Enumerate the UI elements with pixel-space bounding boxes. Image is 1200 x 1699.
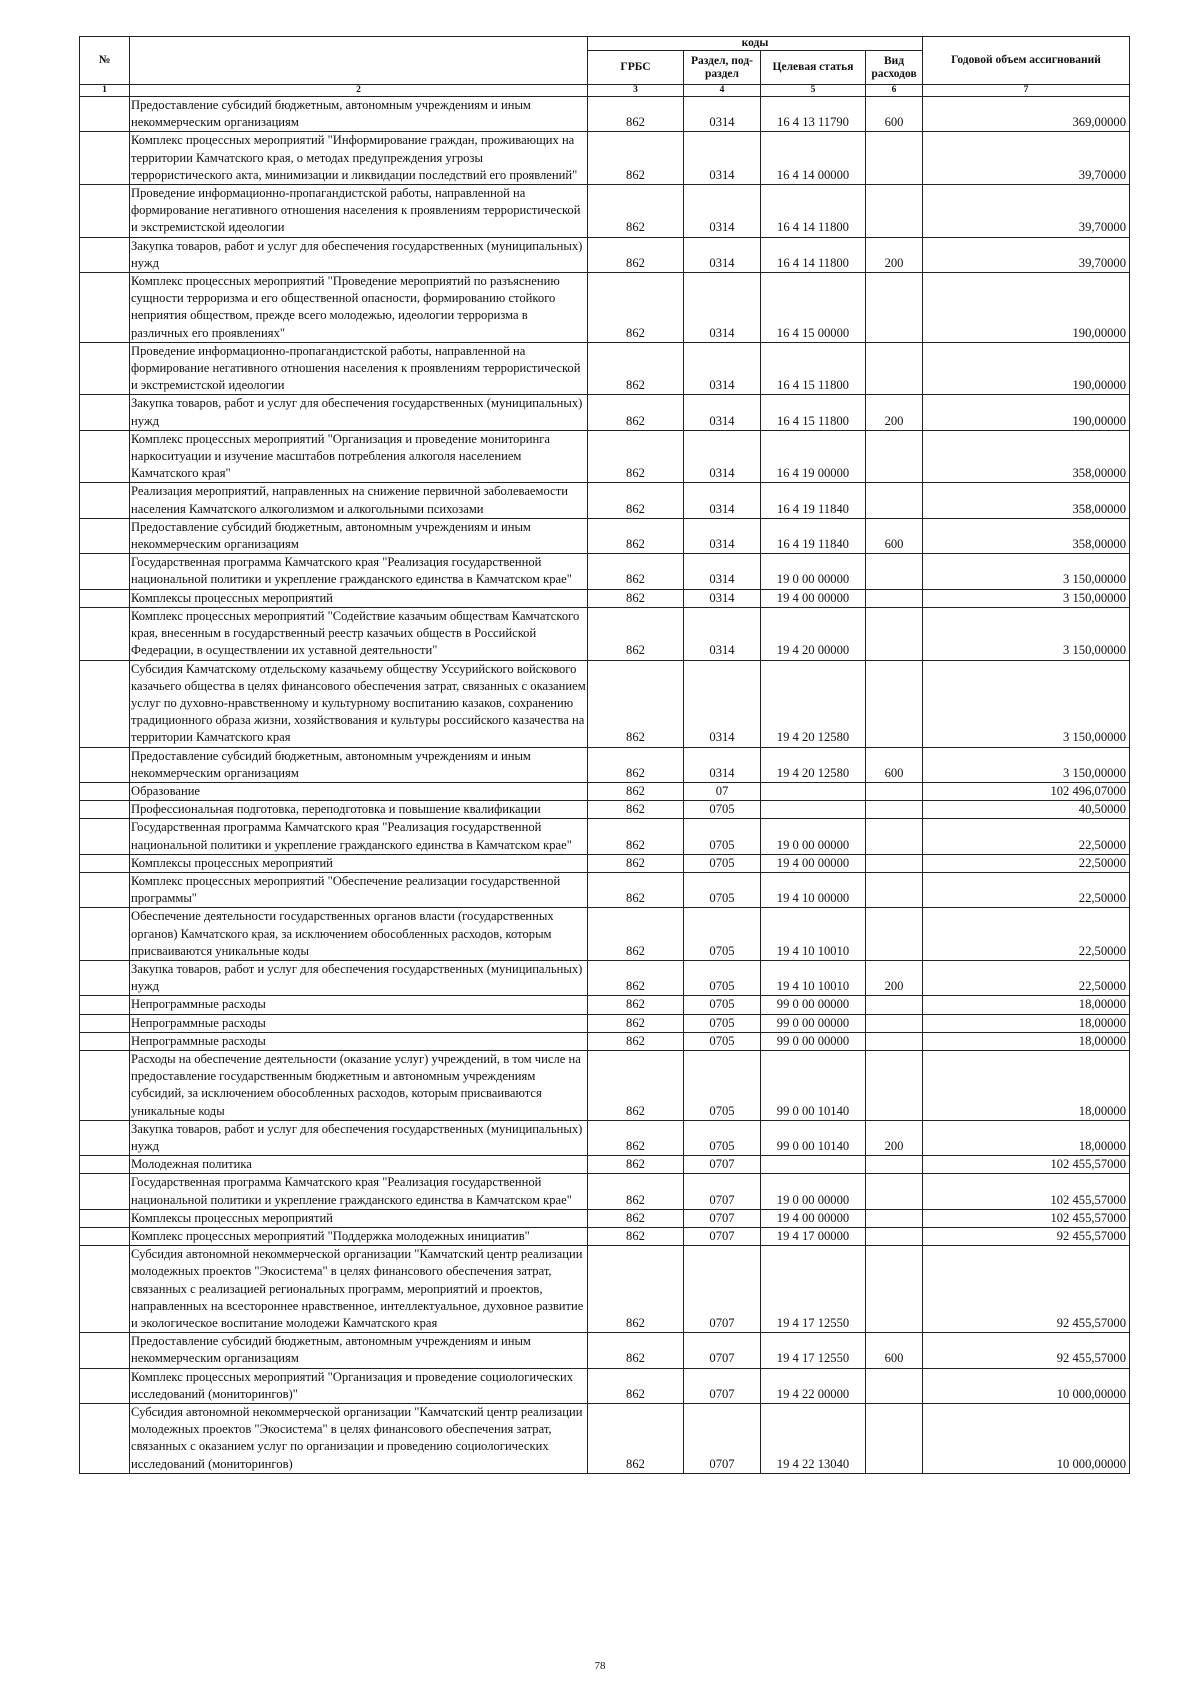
table-row [80, 1032, 1130, 1050]
row-amount: 18,00000 [923, 996, 1130, 1014]
header-amount: Годовой объем ассигнований [923, 37, 1130, 85]
row-target: 19 4 17 00000 [761, 1228, 866, 1246]
row-number-cell [80, 1120, 130, 1155]
row-name: Расходы на обеспечение деятельности (оказание услуг) учреждений, в том числе на предоставление государственным бюджетным и автономным учреждениям субсидий, за исключением обособленных расходов, которым присваиваются уникальные коды [130, 1050, 588, 1120]
header-name [130, 37, 588, 85]
table-row [80, 554, 1130, 589]
row-grbs: 862 [588, 747, 684, 782]
row-target [761, 801, 866, 819]
row-grbs: 862 [588, 483, 684, 518]
row-section: 0707 [684, 1228, 761, 1246]
row-number-cell [80, 782, 130, 800]
row-name: Комплекс процессных мероприятий "Обеспечение реализации государственной программы" [130, 872, 588, 907]
row-name: Профессиональная подготовка, переподготовка и повышение квалификации [130, 801, 588, 819]
row-target: 19 4 20 00000 [761, 607, 866, 660]
row-grbs: 862 [588, 960, 684, 995]
table-row [80, 430, 1130, 483]
row-target: 19 4 00 00000 [761, 854, 866, 872]
row-number-cell [80, 872, 130, 907]
row-number-cell [80, 1228, 130, 1246]
row-grbs: 862 [588, 908, 684, 961]
row-exp-type [866, 1032, 923, 1050]
row-section: 0314 [684, 132, 761, 185]
row-grbs: 862 [588, 97, 684, 132]
table-row [80, 1333, 1130, 1368]
row-number-cell [80, 483, 130, 518]
row-exp-type [866, 1050, 923, 1120]
row-section: 0705 [684, 1014, 761, 1032]
row-exp-type [866, 819, 923, 854]
row-grbs: 862 [588, 342, 684, 395]
row-name: Проведение информационно-пропагандистской работы, направленной на формирование негативного отношения населения к проявлениям террористической и экстремистской идеологии [130, 185, 588, 238]
row-target: 19 4 22 00000 [761, 1368, 866, 1403]
row-name: Комплекс процессных мероприятий "Организация и проведение мониторинга наркоситуации и изучение масштабов потребления алкоголя населением Камчатского края" [130, 430, 588, 483]
row-amount: 102 455,57000 [923, 1209, 1130, 1227]
row-number-cell [80, 1246, 130, 1333]
row-section: 0314 [684, 483, 761, 518]
table-row [80, 589, 1130, 607]
row-target [761, 1156, 866, 1174]
row-target: 16 4 19 11840 [761, 518, 866, 553]
row-grbs: 862 [588, 1333, 684, 1368]
row-grbs: 862 [588, 430, 684, 483]
column-number-6: 6 [866, 85, 923, 97]
column-number-1: 1 [80, 85, 130, 97]
row-target: 16 4 15 11800 [761, 395, 866, 430]
table-row [80, 1404, 1130, 1474]
row-exp-type [866, 1368, 923, 1403]
table-row [80, 819, 1130, 854]
row-grbs: 862 [588, 1174, 684, 1209]
row-grbs: 862 [588, 872, 684, 907]
row-amount: 190,00000 [923, 273, 1130, 343]
row-amount: 102 455,57000 [923, 1156, 1130, 1174]
row-section: 07 [684, 782, 761, 800]
row-exp-type: 600 [866, 747, 923, 782]
row-section: 0314 [684, 747, 761, 782]
header-target: Целевая статья [761, 51, 866, 85]
row-section: 0707 [684, 1333, 761, 1368]
header-exp-type: Вид расходов [866, 51, 923, 85]
row-section: 0314 [684, 607, 761, 660]
page-number: 78 [594, 1660, 606, 1672]
row-section: 0314 [684, 273, 761, 343]
row-grbs: 862 [588, 854, 684, 872]
row-grbs: 862 [588, 237, 684, 272]
table-row [80, 782, 1130, 800]
table-row [80, 132, 1130, 185]
row-number-cell [80, 1174, 130, 1209]
row-target: 16 4 15 11800 [761, 342, 866, 395]
row-grbs: 862 [588, 607, 684, 660]
row-target: 19 4 17 12550 [761, 1333, 866, 1368]
row-section: 0705 [684, 1120, 761, 1155]
row-number-cell [80, 97, 130, 132]
column-number-4: 4 [684, 85, 761, 97]
table-row [80, 1050, 1130, 1120]
table-row [80, 97, 1130, 132]
row-name: Комплекс процессных мероприятий "Информирование граждан, проживающих на территории Камчатского края, о методах предупреждения угрозы террористического акта, минимизации и ликвидации последствий его проявлений" [130, 132, 588, 185]
row-name: Непрограммные расходы [130, 1014, 588, 1032]
row-number-cell [80, 1050, 130, 1120]
row-amount: 102 455,57000 [923, 1174, 1130, 1209]
row-number-cell [80, 1404, 130, 1474]
row-amount: 3 150,00000 [923, 660, 1130, 747]
table-row [80, 960, 1130, 995]
row-section: 0707 [684, 1209, 761, 1227]
row-target: 19 4 17 12550 [761, 1246, 866, 1333]
row-exp-type [866, 430, 923, 483]
row-amount: 92 455,57000 [923, 1333, 1130, 1368]
row-exp-type [866, 273, 923, 343]
row-exp-type [866, 554, 923, 589]
row-exp-type [866, 872, 923, 907]
row-amount: 18,00000 [923, 1032, 1130, 1050]
row-section: 0705 [684, 854, 761, 872]
row-section: 0707 [684, 1404, 761, 1474]
table-row [80, 1209, 1130, 1227]
row-number-cell [80, 1032, 130, 1050]
table-row [80, 273, 1130, 343]
row-exp-type [866, 660, 923, 747]
row-target: 99 0 00 10140 [761, 1120, 866, 1155]
row-section: 0314 [684, 589, 761, 607]
row-name: Комплексы процессных мероприятий [130, 1209, 588, 1227]
row-amount: 18,00000 [923, 1014, 1130, 1032]
row-name: Закупка товаров, работ и услуг для обеспечения государственных (муниципальных) нужд [130, 395, 588, 430]
row-name: Предоставление субсидий бюджетным, автономным учреждениям и иным некоммерческим организациям [130, 97, 588, 132]
row-number-cell [80, 747, 130, 782]
row-number-cell [80, 854, 130, 872]
table-row [80, 1174, 1130, 1209]
row-amount: 358,00000 [923, 483, 1130, 518]
row-number-cell [80, 589, 130, 607]
row-grbs: 862 [588, 185, 684, 238]
row-number-cell [80, 273, 130, 343]
row-name: Молодежная политика [130, 1156, 588, 1174]
row-grbs: 862 [588, 1228, 684, 1246]
header-grbs: ГРБС [588, 51, 684, 85]
row-exp-type: 600 [866, 97, 923, 132]
row-grbs: 862 [588, 132, 684, 185]
row-name: Реализация мероприятий, направленных на снижение первичной заболеваемости населения Камчатского алкоголизмом и алкогольными психозами [130, 483, 588, 518]
row-exp-type [866, 801, 923, 819]
column-number-3: 3 [588, 85, 684, 97]
row-amount: 10 000,00000 [923, 1368, 1130, 1403]
row-amount: 358,00000 [923, 518, 1130, 553]
row-grbs: 862 [588, 1246, 684, 1333]
row-target: 19 4 00 00000 [761, 1209, 866, 1227]
row-amount: 190,00000 [923, 342, 1130, 395]
row-amount: 358,00000 [923, 430, 1130, 483]
row-number-cell [80, 1014, 130, 1032]
column-number-7: 7 [923, 85, 1130, 97]
row-section: 0314 [684, 554, 761, 589]
row-number-cell [80, 908, 130, 961]
table-row [80, 660, 1130, 747]
row-section: 0314 [684, 518, 761, 553]
row-number-cell [80, 819, 130, 854]
row-section: 0705 [684, 819, 761, 854]
table-row [80, 1228, 1130, 1246]
row-grbs: 862 [588, 518, 684, 553]
row-number-cell [80, 237, 130, 272]
row-section: 0707 [684, 1156, 761, 1174]
header-no: № [80, 37, 130, 85]
row-exp-type [866, 483, 923, 518]
table-row [80, 1156, 1130, 1174]
row-section: 0705 [684, 1050, 761, 1120]
row-name: Обеспечение деятельности государственных органов власти (государственных органов) Камчатского края, за исключением обособленных расходов, которым присваиваются уникальные коды [130, 908, 588, 961]
row-exp-type: 200 [866, 960, 923, 995]
row-number-cell [80, 1368, 130, 1403]
row-amount: 22,50000 [923, 819, 1130, 854]
row-amount: 92 455,57000 [923, 1246, 1130, 1333]
table-row [80, 395, 1130, 430]
row-section: 0705 [684, 996, 761, 1014]
table-row [80, 237, 1130, 272]
table-row [80, 872, 1130, 907]
row-exp-type [866, 996, 923, 1014]
row-amount: 369,00000 [923, 97, 1130, 132]
row-exp-type: 200 [866, 395, 923, 430]
row-exp-type [866, 589, 923, 607]
table-row [80, 185, 1130, 238]
row-target: 19 4 10 10010 [761, 908, 866, 961]
row-target: 16 4 19 00000 [761, 430, 866, 483]
row-exp-type [866, 132, 923, 185]
row-target: 19 0 00 00000 [761, 1174, 866, 1209]
row-grbs: 862 [588, 1209, 684, 1227]
row-name: Субсидия Камчатскому отдельскому казачьему обществу Уссурийского войскового казачьего общества в целях финансового обеспечения затрат, связанных с оказанием услуг по духовно-нравственному и культурному воспитанию казаков, сохранению традиционного образа жизни, хозяйствования и культуры российского казачества на территории Камчатского края [130, 660, 588, 747]
row-number-cell [80, 960, 130, 995]
row-amount: 10 000,00000 [923, 1404, 1130, 1474]
row-section: 0705 [684, 960, 761, 995]
row-target: 16 4 14 00000 [761, 132, 866, 185]
row-grbs: 862 [588, 1156, 684, 1174]
row-target: 99 0 00 10140 [761, 1050, 866, 1120]
row-target: 19 0 00 00000 [761, 554, 866, 589]
row-name: Комплекс процессных мероприятий "Проведение мероприятий по разъяснению сущности терроризма и его общественной опасности, формированию стойкого неприятия обществом, прежде всего молодежью, идеологии терроризма в различных его проявлениях" [130, 273, 588, 343]
budget-table-sheet [79, 36, 1129, 1474]
table-body [80, 97, 1130, 1474]
row-amount: 39,70000 [923, 132, 1130, 185]
row-section: 0707 [684, 1368, 761, 1403]
row-grbs: 862 [588, 996, 684, 1014]
table-row [80, 1246, 1130, 1333]
row-exp-type [866, 342, 923, 395]
row-target: 19 4 00 00000 [761, 589, 866, 607]
row-amount: 102 496,07000 [923, 782, 1130, 800]
row-section: 0314 [684, 660, 761, 747]
row-name: Закупка товаров, работ и услуг для обеспечения государственных (муниципальных) нужд [130, 237, 588, 272]
row-name: Образование [130, 782, 588, 800]
table-row [80, 908, 1130, 961]
row-grbs: 862 [588, 1014, 684, 1032]
row-name: Государственная программа Камчатского края "Реализация государственной национальной политики и укрепление гражданского единства в Камчатском крае" [130, 819, 588, 854]
row-grbs: 862 [588, 589, 684, 607]
row-section: 0314 [684, 237, 761, 272]
column-number-2: 2 [130, 85, 588, 97]
table-row [80, 996, 1130, 1014]
row-name: Комплексы процессных мероприятий [130, 589, 588, 607]
row-name: Предоставление субсидий бюджетным, автономным учреждениям и иным некоммерческим организациям [130, 518, 588, 553]
row-exp-type: 600 [866, 1333, 923, 1368]
row-target: 99 0 00 00000 [761, 996, 866, 1014]
row-amount: 39,70000 [923, 237, 1130, 272]
row-number-cell [80, 1156, 130, 1174]
row-target: 16 4 15 00000 [761, 273, 866, 343]
row-exp-type [866, 1228, 923, 1246]
row-number-cell [80, 342, 130, 395]
row-number-cell [80, 518, 130, 553]
row-section: 0705 [684, 908, 761, 961]
row-exp-type [866, 1174, 923, 1209]
header-codes: коды [588, 37, 923, 51]
table-row [80, 518, 1130, 553]
row-exp-type [866, 185, 923, 238]
row-number-cell [80, 996, 130, 1014]
row-grbs: 862 [588, 1120, 684, 1155]
row-name: Непрограммные расходы [130, 1032, 588, 1050]
row-grbs: 862 [588, 1404, 684, 1474]
row-amount: 22,50000 [923, 854, 1130, 872]
row-target: 99 0 00 00000 [761, 1032, 866, 1050]
row-target: 19 4 22 13040 [761, 1404, 866, 1474]
row-target: 16 4 14 11800 [761, 237, 866, 272]
row-name: Закупка товаров, работ и услуг для обеспечения государственных (муниципальных) нужд [130, 960, 588, 995]
row-grbs: 862 [588, 1368, 684, 1403]
row-number-cell [80, 660, 130, 747]
row-name: Субсидия автономной некоммерческой организации "Камчатский центр реализации молодежных проектов "Экосистема" в целях финансового обеспечения затрат, связанных с оказанием услуг по организации и проведению социологических исследований (мониторингов) [130, 1404, 588, 1474]
row-amount: 22,50000 [923, 872, 1130, 907]
row-exp-type [866, 607, 923, 660]
row-amount: 190,00000 [923, 395, 1130, 430]
table-row [80, 1014, 1130, 1032]
row-section: 0314 [684, 395, 761, 430]
row-section: 0707 [684, 1174, 761, 1209]
header-section: Раздел, под-раздел [684, 51, 761, 85]
budget-allocation-table [79, 36, 1130, 1474]
row-number-cell [80, 801, 130, 819]
row-exp-type [866, 854, 923, 872]
row-number-cell [80, 395, 130, 430]
row-exp-type [866, 1156, 923, 1174]
row-number-cell [80, 1209, 130, 1227]
row-name: Предоставление субсидий бюджетным, автономным учреждениям и иным некоммерческим организациям [130, 747, 588, 782]
row-name: Проведение информационно-пропагандистской работы, направленной на формирование негативного отношения населения к проявлениям террористической и экстремистской идеологии [130, 342, 588, 395]
row-target: 19 4 10 00000 [761, 872, 866, 907]
row-target: 16 4 19 11840 [761, 483, 866, 518]
row-name: Закупка товаров, работ и услуг для обеспечения государственных (муниципальных) нужд [130, 1120, 588, 1155]
row-exp-type [866, 1246, 923, 1333]
row-amount: 3 150,00000 [923, 607, 1130, 660]
row-amount: 3 150,00000 [923, 554, 1130, 589]
table-row [80, 1368, 1130, 1403]
row-target [761, 782, 866, 800]
row-grbs: 862 [588, 273, 684, 343]
row-grbs: 862 [588, 801, 684, 819]
table-row [80, 1120, 1130, 1155]
row-number-cell [80, 132, 130, 185]
row-amount: 3 150,00000 [923, 747, 1130, 782]
row-number-cell [80, 430, 130, 483]
column-number-5: 5 [761, 85, 866, 97]
row-amount: 3 150,00000 [923, 589, 1130, 607]
row-name: Комплексы процессных мероприятий [130, 854, 588, 872]
row-amount: 22,50000 [923, 908, 1130, 961]
row-number-cell [80, 554, 130, 589]
row-exp-type [866, 1209, 923, 1227]
row-exp-type: 200 [866, 1120, 923, 1155]
row-exp-type [866, 908, 923, 961]
row-name: Субсидия автономной некоммерческой организации "Камчатский центр реализации молодежных проектов "Экосистема" в целях финансового обеспечения затрат, связанных с реализацией региональных программ, мероприятий и проектов, направленных на всестороннее нравственное, интеллектуальное, духовное развитие и экологическое воспитание молодежи Камчатского края [130, 1246, 588, 1333]
row-exp-type [866, 1014, 923, 1032]
row-amount: 22,50000 [923, 960, 1130, 995]
row-exp-type [866, 782, 923, 800]
row-target: 19 4 10 10010 [761, 960, 866, 995]
row-grbs: 862 [588, 554, 684, 589]
row-name: Комплекс процессных мероприятий "Организация и проведение социологических исследований (мониторингов)" [130, 1368, 588, 1403]
row-target: 19 0 00 00000 [761, 819, 866, 854]
row-number-cell [80, 607, 130, 660]
row-number-cell [80, 185, 130, 238]
table-row [80, 801, 1130, 819]
row-number-cell [80, 1333, 130, 1368]
table-row [80, 483, 1130, 518]
row-amount: 18,00000 [923, 1050, 1130, 1120]
row-grbs: 862 [588, 660, 684, 747]
row-amount: 92 455,57000 [923, 1228, 1130, 1246]
row-name: Комплекс процессных мероприятий "Поддержка молодежных инициатив" [130, 1228, 588, 1246]
row-amount: 18,00000 [923, 1120, 1130, 1155]
row-section: 0314 [684, 97, 761, 132]
table-row [80, 854, 1130, 872]
row-grbs: 862 [588, 782, 684, 800]
row-target: 16 4 13 11790 [761, 97, 866, 132]
table-row [80, 607, 1130, 660]
row-grbs: 862 [588, 819, 684, 854]
row-amount: 39,70000 [923, 185, 1130, 238]
row-target: 19 4 20 12580 [761, 660, 866, 747]
row-section: 0314 [684, 430, 761, 483]
row-name: Государственная программа Камчатского края "Реализация государственной национальной политики и укрепление гражданского единства в Камчатском крае" [130, 554, 588, 589]
row-exp-type: 200 [866, 237, 923, 272]
row-target: 19 4 20 12580 [761, 747, 866, 782]
row-grbs: 862 [588, 395, 684, 430]
row-name: Непрограммные расходы [130, 996, 588, 1014]
table-row [80, 747, 1130, 782]
row-name: Комплекс процессных мероприятий "Содействие казачьим обществам Камчатского края, внесенным в государственный реестр казачьих обществ в Российской Федерации, в осуществлении их уставной деятельности" [130, 607, 588, 660]
row-section: 0705 [684, 1032, 761, 1050]
row-name: Предоставление субсидий бюджетным, автономным учреждениям и иным некоммерческим организациям [130, 1333, 588, 1368]
row-target: 99 0 00 00000 [761, 1014, 866, 1032]
row-name: Государственная программа Камчатского края "Реализация государственной национальной политики и укрепление гражданского единства в Камчатском крае" [130, 1174, 588, 1209]
row-amount: 40,50000 [923, 801, 1130, 819]
row-exp-type [866, 1404, 923, 1474]
table-row [80, 342, 1130, 395]
row-exp-type: 600 [866, 518, 923, 553]
row-section: 0314 [684, 185, 761, 238]
row-section: 0314 [684, 342, 761, 395]
row-grbs: 862 [588, 1050, 684, 1120]
row-target: 16 4 14 11800 [761, 185, 866, 238]
row-section: 0707 [684, 1246, 761, 1333]
row-section: 0705 [684, 872, 761, 907]
row-section: 0705 [684, 801, 761, 819]
row-grbs: 862 [588, 1032, 684, 1050]
